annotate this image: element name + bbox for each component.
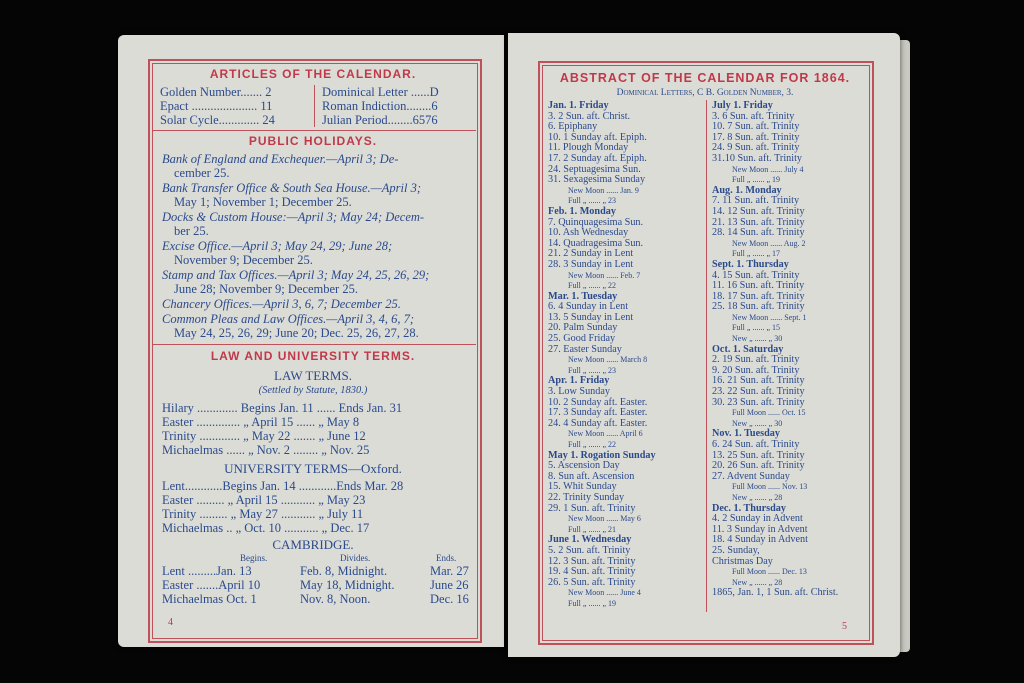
articles-row-1-left: Golden Number....... 2 [160,85,272,99]
month-heading: Sept. 1. Thursday [712,258,789,270]
cambridge-row-divides: Nov. 8, Noon. [300,592,371,606]
moon-phase-line: New „ ...... „ 30 [732,334,783,344]
calendar-entry: 31.10 Sun. aft. Trinity [712,152,803,164]
calendar-entry: 7. Quinquagesima Sun. [548,216,644,228]
holiday-line: Stamp and Tax Offices.—April 3; May 24, 25, 26, 29; [162,268,430,282]
calendar-entry: 24. Septuagesima Sun. [548,163,641,175]
holiday-line: Bank Transfer Office & South Sea House.—April 3; [162,181,422,195]
calendar-entry: 11. Plough Monday [548,142,629,154]
month-heading: Jan. 1. Friday [548,100,609,111]
law-terms-title: LAW TERMS. [274,368,352,383]
calendar-entry: 21. 2 Sunday in Lent [548,248,634,260]
moon-phase-line: New Moon ...... Jan. 9 [568,185,639,195]
calendar-entry: 28. 14 Sun. aft. Trinity [712,227,805,239]
law-term-row: Easter .............. „ April 15 ...... „ May 8 [162,415,360,429]
terms-heading: LAW AND UNIVERSITY TERMS. [210,349,416,363]
calendar-entry: 25. Good Friday [548,333,616,345]
month-heading: Apr. 1. Friday [548,375,610,387]
month-heading: Oct. 1. Saturday [712,343,784,355]
cambridge-title: CAMBRIDGE. [272,537,354,552]
month-heading: Dec. 1. Thursday [712,502,786,514]
calendar-entry: 12. 3 Sun. aft. Trinity [548,555,636,567]
holidays-heading: PUBLIC HOLIDAYS. [248,134,378,148]
calendar-entry: 11. 3 Sunday in Advent [712,523,808,535]
calendar-entry: 23. 22 Sun. aft. Trinity [712,386,805,398]
calendar-entry: 17. 3 Sunday aft. Easter. [548,407,648,419]
calendar-entry: 11. 16 Sun. aft. Trinity [712,280,805,292]
moon-phase-line: Full Moon ...... Nov. 13 [732,482,808,492]
articles-row-3-left: Solar Cycle............. 24 [160,113,275,127]
calendar-entry: 25. Sunday, [712,544,760,556]
cambridge-row-begins: Lent .........Jan. 13 [162,564,252,578]
moon-phase-line: Full „ ...... „ 22 [568,440,616,449]
moon-phase-line: Full „ ...... „ 23 [568,196,616,206]
month-heading: June 1. Wednesday [548,534,632,546]
calendar-entry: 13. 5 Sunday in Lent [548,311,634,323]
calendar-entry: 6. 24 Sun. aft. Trinity [712,439,800,450]
calendar-entry: 16. 21 Sun. aft. Trinity [712,375,805,387]
month-heading: Feb. 1. Monday [548,205,616,217]
moon-phase-line: Full Moon ...... Dec. 13 [732,567,807,577]
cambridge-row-ends: Mar. 27 [430,564,469,578]
moon-phase-line: Full „ ...... „ 22 [568,281,616,291]
calendar-entry: 10. 7 Sun. aft. Trinity [712,121,800,133]
calendar-entry: 21. 13 Sun. aft. Trinity [712,216,805,228]
cambridge-row-divides: May 18, Midnight. [300,578,395,592]
holiday-line: November 9; December 25. [174,253,313,267]
calendar-entry: 26. 5 Sun. aft. Trinity [548,576,636,588]
cambridge-head-divides: Divides. [340,553,371,563]
oxford-title: UNIVERSITY TERMS—Oxford. [224,461,402,476]
calendar-entry: 4. 2 Sunday in Advent [712,513,803,525]
articles-row-1-right: Dominical Letter ......D [322,85,439,99]
moon-phase-line: New Moon ...... Aug. 2 [732,238,806,248]
moon-phase-line: Full „ ...... „ 19 [568,598,616,608]
cambridge-row-ends: June 26 [430,578,469,592]
calendar-column-jul-dec [712,101,868,599]
calendar-entry: 24. 9 Sun. aft. Trinity [712,142,800,154]
calendar-entry: 3. Low Sunday [548,386,610,398]
moon-phase-line: New Moon ...... Feb. 7 [568,270,641,280]
cambridge-head-ends: Ends. [436,553,457,563]
moon-phase-line: Full „ ...... „ 19 [732,175,780,185]
calendar-entry: 4. 15 Sun. aft. Trinity [712,269,800,281]
moon-phase-line: New „ ...... „ 28 [732,577,783,587]
oxford-term-row: Lent............Begins Jan. 14 ............Ends Mar. 28 [162,479,404,493]
calendar-entry: 17. 2 Sunday aft. Epiph. [548,152,647,164]
calendar-entry: 5. Ascension Day [548,460,620,472]
rule-2 [152,344,476,345]
calendar-entry: 5. 2 Sun. aft. Trinity [548,544,631,556]
calendar-entry: 14. Quadragesima Sun. [548,237,644,249]
holiday-line: June 28; November 9; December 25. [174,282,358,296]
holiday-line: Docks & Custom House:—April 3; May 24; Decem- [162,210,425,224]
articles-row-2-left: Epact ..................... 11 [160,99,273,113]
calendar-entry: 13. 25 Sun. aft. Trinity [712,449,805,461]
calendar-entry: 20. 26 Sun. aft. Trinity [712,460,805,472]
holiday-line: Chancery Offices.—April 3, 6, 7; December 25. [162,297,401,311]
calendar-entry: 27. Easter Sunday [548,343,622,355]
page-number-right: 5 [842,621,847,632]
calendar-entry: 8. Sun aft. Ascension [548,470,635,482]
calendar-entry: 24. 4 Sunday aft. Easter. [548,417,648,429]
cambridge-row-ends: Dec. 16 [430,592,469,606]
calendar-entry: 3. 6 Sun. aft. Trinity [712,110,795,122]
cambridge-head-begins: Begins. [240,553,268,563]
calendar-entry: 14. 12 Sun. aft. Trinity [712,205,805,217]
holiday-line: cember 25. [174,166,230,180]
month-heading: Aug. 1. Monday [712,184,782,196]
column-divider [706,100,707,612]
calendar-column-jan-jun [548,101,704,610]
calendar-entry: 2. 19 Sun. aft. Trinity [712,354,800,366]
calendar-entry: 9. 20 Sun. aft. Trinity [712,364,800,376]
calendar-entry: 27. Advent Sunday [712,470,790,482]
calendar-entry: 3. 2 Sun. aft. Christ. [548,110,631,122]
calendar-entry: 19. 4 Sun. aft. Trinity [548,566,636,578]
calendar-entry: 10. 1 Sunday aft. Epiph. [548,131,647,143]
holiday-line: Bank of England and Exchequer.—April 3; De- [162,152,399,166]
cambridge-row-begins: Michaelmas Oct. 1 [162,592,257,606]
calendar-entry: 1865, Jan. 1, 1 Sun. aft. Christ. [712,587,839,599]
moon-phase-line: New „ ...... „ 30 [732,418,783,428]
calendar-entry: 17. 8 Sun. aft. Trinity [712,131,800,143]
law-term-row: Michaelmas ...... „ Nov. 2 ........ „ Nov. 25 [162,443,370,457]
moon-phase-line: Full „ ...... „ 17 [732,249,780,259]
moon-phase-line: Full „ ...... „ 15 [732,323,780,333]
calendar-entry: 25. 18 Sun. aft. Trinity [712,301,805,313]
moon-phase-line: Full „ ...... „ 21 [568,524,616,534]
moon-phase-line: New Moon ...... Sept. 1 [732,312,807,322]
abstract-heading: ABSTRACT OF THE CALENDAR FOR 1864. [559,71,851,85]
oxford-term-row: Michaelmas .. „ Oct. 10 ........... „ Dec. 17 [162,521,370,535]
calendar-entry: 7. 11 Sun. aft. Trinity [712,195,800,207]
moon-phase-line: New Moon ...... June 4 [568,588,641,598]
calendar-entry: Christmas Day [712,555,773,567]
calendar-entry: 22. Trinity Sunday [548,491,625,503]
page-number-left: 4 [168,617,173,628]
rule-1 [152,130,476,131]
moon-phase-line: New Moon ...... July 4 [732,164,804,174]
oxford-term-row: Easter ......... „ April 15 ........... „ May 23 [162,493,366,507]
calendar-entry: 15. Whit Sunday [548,481,617,493]
calendar-entry: 10. 2 Sunday aft. Easter. [548,396,648,408]
holiday-line: Excise Office.—April 3; May 24, 29; June 28; [162,239,393,253]
moon-phase-line: New „ ...... „ 28 [732,492,783,502]
month-heading: Mar. 1. Tuesday [548,290,618,302]
moon-phase-line: New Moon ...... March 8 [568,355,648,365]
calendar-entry: 6. 4 Sunday in Lent [548,301,629,313]
moon-phase-line: New Moon ...... May 6 [568,514,641,524]
calendar-entry: 10. Ash Wednesday [548,227,629,239]
cambridge-row-divides: Feb. 8, Midnight. [300,564,388,578]
calendar-entry: 20. Palm Sunday [548,322,618,334]
articles-divider [314,85,315,127]
right-page [508,33,900,657]
holiday-line: May 1; November 1; December 25. [174,195,352,209]
holiday-line: ber 25. [174,224,209,238]
law-terms-note: (Settled by Statute, 1830.) [258,385,368,396]
calendar-entry: 18. 4 Sunday in Advent [712,534,808,546]
oxford-term-row: Trinity ......... „ May 27 ........... „ July 11 [162,507,364,521]
moon-phase-line: Full „ ...... „ 23 [568,365,616,375]
calendar-entry: 18. 17 Sun. aft. Trinity [712,290,805,302]
calendar-entry: 28. 3 Sunday in Lent [548,258,634,270]
month-heading: Nov. 1. Tuesday [712,428,780,440]
law-term-row: Trinity ............. „ May 22 ....... „ June 12 [162,429,366,443]
calendar-entry: 6. Epiphany [548,121,598,133]
articles-heading: ARTICLES OF THE CALENDAR. [209,67,417,81]
law-term-row: Hilary ............. Begins Jan. 11 ...... Ends Jan. 31 [162,401,403,415]
holiday-line: May 24, 25, 26, 29; June 20; Dec. 25, 26, 27, 28. [174,326,419,340]
calendar-entry: 29. 1 Sun. aft. Trinity [548,502,636,514]
calendar-entry: 30. 23 Sun. aft. Trinity [712,396,805,408]
holiday-line: Common Pleas and Law Offices.—April 3, 4, 6, 7; [162,312,415,326]
moon-phase-line: New Moon ...... April 6 [568,429,643,439]
articles-row-3-right: Julian Period........6576 [322,113,438,127]
cambridge-row-begins: Easter .......April 10 [162,578,261,592]
left-page [118,35,504,647]
month-heading: July 1. Friday [712,100,773,111]
moon-phase-line: Full Moon ...... Oct. 15 [732,408,806,418]
articles-row-2-right: Roman Indiction........6 [322,99,438,113]
abstract-subtitle: Dominical Letters, C B. Golden Number, 3. [616,88,794,98]
month-heading: May 1. Rogation Sunday [548,449,656,461]
calendar-entry: 31. Sexagesima Sunday [548,174,646,186]
